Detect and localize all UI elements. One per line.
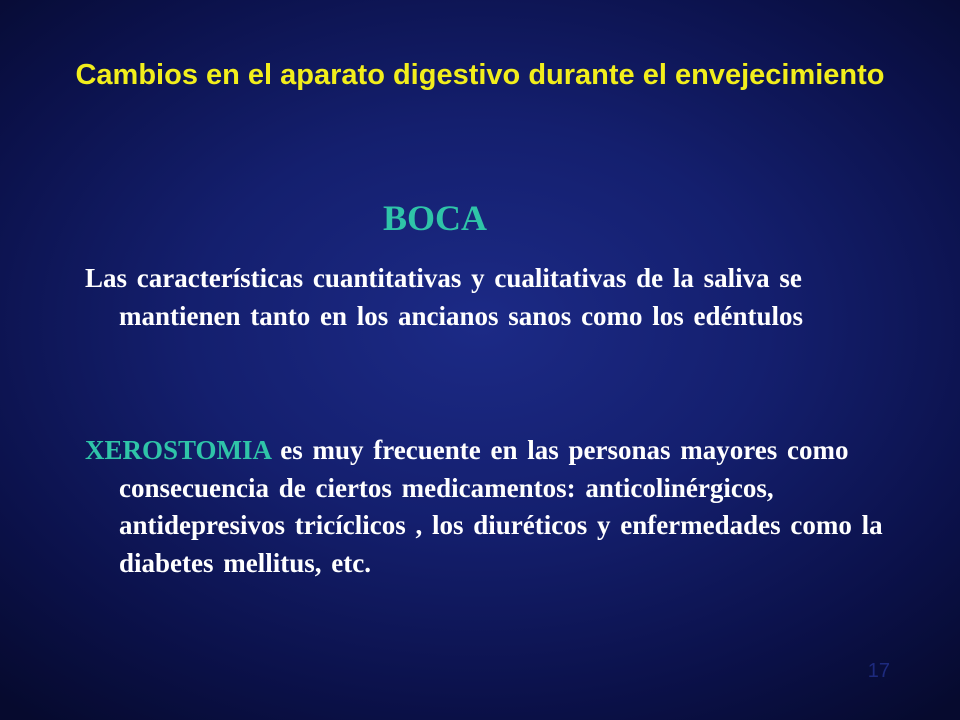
section-heading-boca: BOCA — [383, 198, 488, 238]
xerostomia-keyword: XEROSTOMIA — [85, 435, 271, 465]
slide-title: Cambios en el aparato digestivo durante el envejecimiento — [75, 59, 885, 91]
xerostomia-paragraph — [85, 432, 929, 582]
xerostomia-text: es muy frecuente en las personas mayores como consecuencia de ciertos medicamentos: anticolinérgicos, antidepresivos tricíclicos , los diuréticos y enfermedades como la diabetes mellitus, etc. — [119, 435, 883, 578]
saliva-paragraph: Las características cuantitativas y cualitativas de la saliva se mantienen tanto en los ancianos sanos como los edéntulos — [85, 263, 804, 331]
slide-number: 17 — [867, 660, 890, 682]
